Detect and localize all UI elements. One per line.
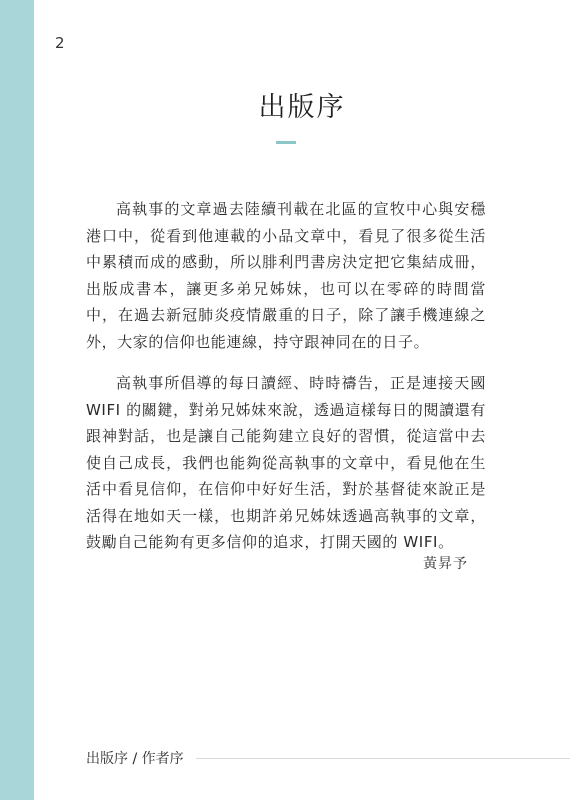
paragraph-2: 高執事所倡導的每日讀經、時時禱告，正是連接天國 WIFI 的關鍵，對弟兄姊妹來說，透過這樣每日的閱讀還有跟神對話，也是讓自己能夠建立良好的習慣，從這當中去使自己成長，我們也能夠從高執事的文章中，看見他在生活中看見信仰，在信仰中好好生活，對於基督徒來說正是活得在地如天一樣，也期許弟兄姊妹透過高執事的文章，鼓勵自己能夠有更多信仰的追求，打開天國的 WIFI。 [86, 374, 486, 551]
article-body [86, 196, 486, 571]
page-number: 2 [55, 34, 65, 52]
author-signature: 黃昇予 [423, 556, 468, 572]
footer-label: 出版序 / 作者序 [86, 751, 184, 767]
paragraph-1: 高執事的文章過去陸續刊載在北區的宣牧中心與安穩港口中，從看到他連載的小品文章中，看見了很多從生活中累積而成的感動，所以腓利門書房決定把它集結成冊，出版成書本，讓更多弟兄姊妹，也可以在零碎的時間當中，在過去新冠肺炎疫情嚴重的日子，除了讓手機連線之外，大家的信仰也能連線，持守跟神同在的日子。 [86, 200, 486, 351]
footer-divider [196, 758, 570, 759]
title-divider [276, 141, 296, 144]
page-title: 出版序 [258, 92, 346, 123]
page-side-band [0, 0, 34, 800]
